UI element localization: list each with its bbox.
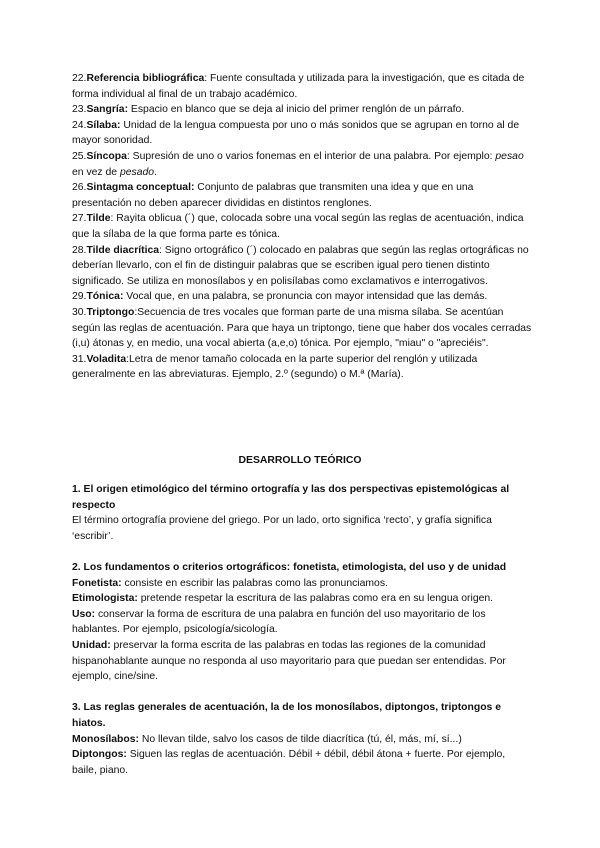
glossary-term: Tilde diacrítica [86,244,160,256]
glossary-term: Sangría: [86,104,129,116]
glossary-term: Referencia bibliográfica [86,73,205,84]
glossary-term: Tónica: [86,291,124,303]
rule-item: Diptongos: Siguen las reglas de acentuación. Débil + débil, débil átona + fuerte. Por ejemplo, baile, piano. [72,749,506,776]
theory-section-2 [72,560,532,685]
glossary-entry-24: 24.Sílaba: Unidad de la lengua compuesta por uno o más sonidos que se agrupan en torno al de mayor sonoridad. [72,119,520,147]
section-question: 1. El origen etimológico del término ortografía y las dos perspectivas epistemológicas al respecto [72,484,510,511]
glossary-term: Síncopa [86,150,127,162]
section-question: 3. Las reglas generales de acentuación, la de los monosílabos, diptongos, triptongos e hiatos. [72,702,501,729]
criterion-item: Fonetista: consiste en escribir las palabras como las pronunciamos. [72,577,388,589]
example-word: pesado [119,166,155,178]
theory-section-3 [72,700,532,778]
glossary-term: Sílaba: [86,119,121,131]
criterion-item: Etimologista: pretende respetar la escritura de las palabras como era en su lengua origen. [72,593,494,605]
glossary-entry-25: 25.Síncopa: Supresión de uno o varios fonemas en el interior de una palabra. Por ejemplo: pesao en vez de pesado. [72,150,524,178]
section-heading: DESARROLLO TEÓRICO [238,455,362,466]
theory-body [72,482,532,794]
glossary-entry-27: 27.Tilde: Rayita oblicua (´) que, colocada sobre una vocal según las reglas de acentuación, indica que la sílaba de la que forma parte es tónica. [72,213,524,240]
section-question: 2. Los fundamentos o criterios ortográficos: fonetista, etimologista, del uso y de unidad [72,561,507,573]
glossary-entry-31: 31.Voladita:Letra de menor tamaño colocada en la parte superior del renglón y utilizada generalmente en las abreviaturas. Ejemplo, 2.º (segundo) o M.ª (María). [72,353,478,381]
glossary-term: Tilde [86,213,111,225]
glossary-entry-23: 23.Sangría: Espacio en blanco que se deja al inicio del primer renglón de un párrafo. [72,104,465,116]
glossary-term: Voladita [86,353,127,365]
glossary-list [72,71,532,383]
glossary-entry-29: 29.Tónica: Vocal que, en una palabra, se pronuncia con mayor intensidad que las demás. [72,291,488,303]
glossary-entry-26: 26.Sintagma conceptual: Conjunto de palabras que transmiten una idea y que en una presentación no deben aparecer divididas en distintos renglones. [72,182,474,209]
glossary-entry-22: 22.Referencia bibliográfica: Fuente consultada y utilizada para la investigación, que es citada de forma individual al final de un trabajo académico. [72,73,525,100]
glossary-term: Sintagma conceptual: [86,182,195,194]
rule-item: Monosílabos: No llevan tilde, salvo los casos de tilde diacrítica (tú, él, más, mí, sí...) [72,733,462,745]
theory-section-1 [72,482,532,544]
glossary-entry-30: 30.Triptongo:Secuencia de tres vocales que forman parte de una misma sílaba. Se acentúan según las reglas de acentuación. Para que haya un triptongo, tiene que haber dos vocales cerradas (i,u) átonas y, en medio, una vocal abierta (a,e,o) tónica. Por ejemplo, "miau" o "apreciéis". [72,306,532,350]
section-text: El término ortografía proviene del griego. Por un lado, orto significa ‘recto’, y grafía significa ‘escribir’. [72,515,492,542]
criterion-item: Unidad: preservar la forma escrita de las palabras en todas las regiones de la comunidad hispanohablante aunque no responda al uso mayoritario para que puedan ser entendidas. Por ejemplo, cine/sine. [72,639,506,683]
glossary-term: Triptongo [86,306,135,318]
glossary-entry-28: 28.Tilde diacrítica: Signo ortográfico (´) colocado en palabras que según las reglas ortográficas no deberían llevarlo, con el fin de distinguir palabras que se escriben igual pero tienen distinto significado. Se utiliza en monosílabos y en polisílabas como exclamativos e interrogativos. [72,244,529,287]
example-word: pesao [495,150,524,162]
criterion-item: Uso: conservar la forma de escritura de una palabra en función del uso mayoritario de los hablantes. Por ejemplo, psicología/sicología. [72,608,486,636]
